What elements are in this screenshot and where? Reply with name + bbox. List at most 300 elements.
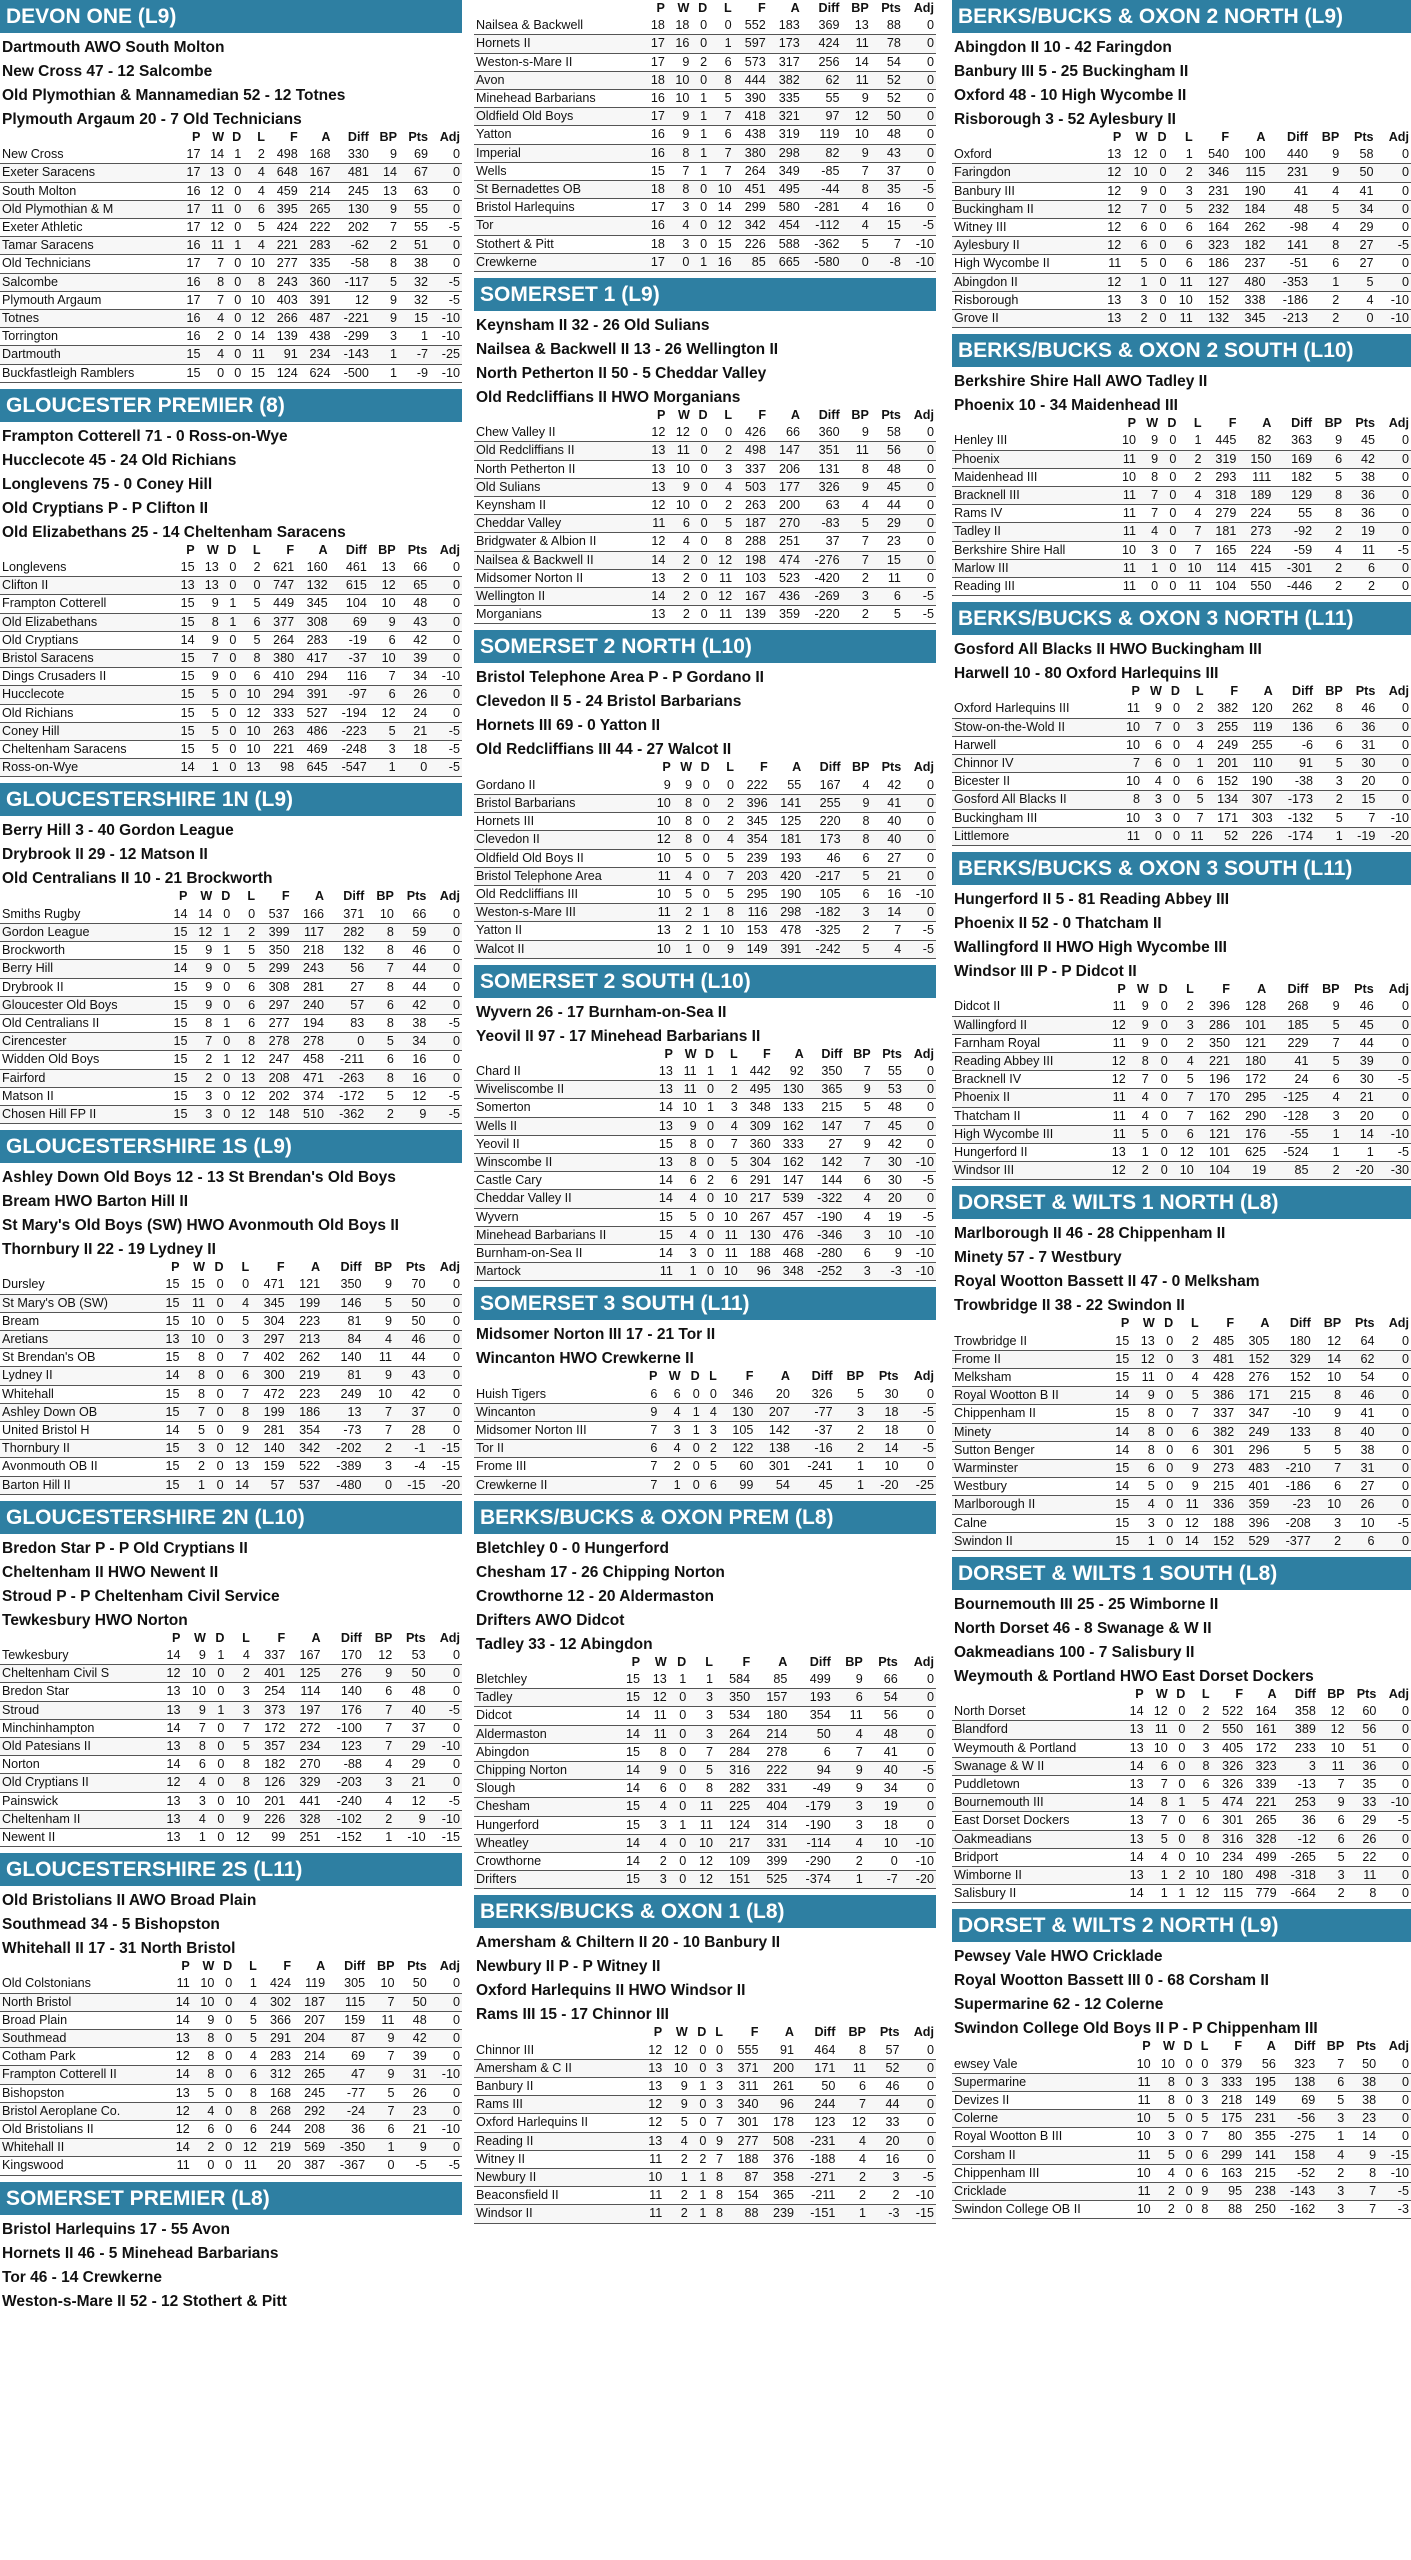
stat-l: 0 [232,906,257,924]
stat-bp: 9 [841,90,870,108]
stat-d: 0 [699,1081,716,1099]
stat-diff: 158 [1278,2146,1317,2164]
stat-bp: 0 [841,253,870,271]
stat-p: 17 [179,200,203,218]
stat-f: 152 [1195,291,1231,309]
fixture-result: Yeovil II 97 - 17 Minehead Barbarians II [476,1027,761,1045]
stat-diff: 231 [1267,164,1309,182]
header-d: D [1167,416,1177,431]
stat-l: 4 [702,1403,719,1421]
stat-f: 485 [1201,1333,1236,1351]
stat-p: 13 [1121,1867,1145,1885]
stat-diff: -100 [323,1719,364,1737]
stat-d: 1 [699,1063,716,1081]
stat-p: 13 [1102,1143,1128,1161]
stat-d: 0 [216,2066,234,2084]
stat-w: 7 [181,1403,207,1421]
table-row [0,650,462,668]
stat-pts: 69 [399,146,430,164]
stat-bp: 2 [837,2187,868,2205]
stat-pts: 56 [1347,1721,1379,1739]
header-d: D [1183,2039,1193,2054]
stat-a: 329 [287,1774,322,1792]
stat-a: 92 [773,1063,806,1081]
stat-d: 0 [226,200,243,218]
header-a: A [1260,1316,1270,1331]
stat-l: 6 [1195,2146,1211,2164]
header-l: L [1193,416,1202,431]
stat-adj: -10 [1377,809,1411,827]
stat-w: 2 [189,1051,214,1069]
stat-d: 1 [691,162,709,180]
stat-pts: 1 [1342,1143,1376,1161]
team-name: Avon [474,71,642,89]
fixture-result: Royal Wootton Bassett III 0 - 68 Corsham II [954,1972,1269,1990]
stat-f: 202 [257,1087,291,1105]
stat-p: 6 [641,1386,659,1404]
fixture-result: Bletchley 0 - 0 Hungerford [476,1539,669,1557]
stat-bp: 9 [369,613,398,631]
table-row [0,164,462,182]
stat-f: 116 [736,904,770,922]
stat-pts: 7 [871,922,903,940]
header-adj: Adj [1388,684,1409,699]
team-name: Hucclecote [0,686,173,704]
stat-a: 391 [300,291,333,309]
stat-diff: 115 [327,1993,367,2011]
stat-l: 3 [702,1421,719,1439]
team-name: Bracknell III [952,487,1113,505]
stat-bp: 7 [364,1701,394,1719]
stat-a: 474 [768,551,802,569]
stat-d: 0 [1157,1459,1176,1477]
stat-a: 510 [292,1105,326,1123]
stat-diff: 215 [806,1099,845,1117]
header-p: P [656,1,665,15]
stat-p: 16 [179,237,203,255]
header-l: L [1201,1686,1210,1701]
stat-l: 6 [232,1014,257,1032]
stat-w: 1 [1146,1885,1170,1903]
stat-pts: 15 [871,551,903,569]
stat-adj: -5 [900,1762,936,1780]
stat-adj: 0 [904,1117,936,1135]
stat-f: 239 [736,849,770,867]
stat-adj: -5 [903,181,936,199]
fixture-result: Risborough 3 - 52 Aylesbury II [954,111,1176,128]
stat-adj: 0 [900,1816,936,1834]
stat-p: 15 [173,741,197,759]
table-row [474,1853,936,1871]
stat-p: 15 [615,1798,642,1816]
stat-f: 747 [263,577,297,595]
stat-d: 1 [1170,1794,1188,1812]
header-team-cell [0,1630,157,1647]
table-row [952,1867,1411,1885]
stat-bp: 5 [1310,200,1341,218]
stat-adj: -15 [901,2205,936,2223]
stat-w: 7 [1146,1775,1170,1793]
stat-w: 3 [189,1087,214,1105]
table-row [952,1125,1411,1143]
stat-pts: 43 [398,613,430,631]
stat-l: 10 [716,1190,740,1208]
header-pts: Pts [879,2025,900,2040]
stat-l: 2 [710,497,734,515]
stat-bp: 6 [1313,1478,1343,1496]
league-title: BERKS/BUCKS & OXON PREM (L8) [474,1501,936,1534]
stat-p: 7 [641,1458,659,1476]
stat-diff: -231 [796,2132,837,2150]
stat-d: 1 [691,90,709,108]
stat-d: 1 [691,144,709,162]
stat-w: 1 [675,1263,699,1281]
stat-p: 15 [173,650,197,668]
header-p: P [649,1369,658,1384]
header-pts: Pts [1356,2039,1377,2054]
stat-adj: 0 [1378,1867,1411,1885]
stat-p: 13 [639,2059,665,2077]
stat-adj: 0 [429,2102,462,2120]
stat-a: 376 [760,2150,796,2168]
stat-diff: 249 [322,1385,363,1403]
header-diff: Diff [1286,130,1308,144]
stat-a: 345 [1231,310,1267,328]
stat-diff: -301 [1273,559,1314,577]
stat-p: 18 [642,71,667,89]
table-row [0,1312,462,1330]
stat-w: 6 [1142,755,1164,773]
stat-a: 537 [287,1476,322,1494]
stat-bp: 1 [835,1476,866,1494]
stat-adj: -10 [904,1244,936,1262]
stat-adj: 0 [1378,2056,1411,2074]
stat-a: 342 [287,1440,322,1458]
stat-w: 6 [675,1172,699,1190]
header-w: W [668,1369,681,1384]
table-row [952,827,1411,845]
team-name: ewsey Vale [952,2056,1128,2074]
stat-pts: -20 [1342,1162,1376,1180]
stat-a: 486 [296,722,330,740]
table-row [0,1476,462,1494]
fixture-result: Windsor III P - P Didcot II [954,963,1137,981]
table-row [474,108,936,126]
table-row [0,273,462,291]
stat-l: 7 [712,867,736,885]
header-adj: Adj [1388,1686,1409,1701]
stat-adj: 0 [429,686,462,704]
fixture-result: North Dorset 46 - 8 Swanage & W II [954,1619,1212,1637]
header-l: L [242,1630,250,1645]
stat-l: 6 [1175,1441,1200,1459]
stat-w: 4 [1142,773,1164,791]
stat-w: 0 [1142,827,1164,845]
stat-bp: 7 [364,1403,394,1421]
stat-w: 9 [1138,432,1160,450]
team-name: Fairford [0,1069,165,1087]
table-row [0,1719,462,1737]
stat-p: 16 [179,182,203,200]
stat-l: 4 [1175,1368,1200,1386]
stat-adj: -10 [903,885,936,903]
stat-a: 173 [768,35,802,53]
stat-diff: -56 [1278,2110,1317,2128]
stat-d: 0 [226,273,243,291]
stat-f: 297 [257,996,291,1014]
stat-l: 11 [688,1816,715,1834]
stat-a: 295 [1232,1089,1268,1107]
stat-p: 11 [649,904,673,922]
league-table [952,981,1411,1180]
stat-d: 1 [208,1701,227,1719]
stat-p: 14 [1121,1848,1145,1866]
stat-a: 665 [768,253,802,271]
stat-diff: -220 [802,606,842,624]
stat-l: 7 [1195,2128,1211,2146]
header-team-cell [474,0,642,17]
stat-d: 0 [699,1263,716,1281]
table-row [474,1440,936,1458]
stat-f: 154 [725,2187,761,2205]
team-name: Walcot II [474,940,649,958]
stat-f: 273 [1201,1459,1236,1477]
stat-d: 0 [1164,809,1182,827]
stat-w: 1 [673,940,694,958]
stat-diff: -242 [803,940,842,958]
stat-bp: 6 [844,1244,872,1262]
stat-l: 7 [1175,1405,1200,1423]
header-team-cell [952,2038,1128,2055]
stat-d: 0 [1149,182,1168,200]
stat-f: 201 [252,1792,287,1810]
stat-adj: 0 [904,1135,936,1153]
stat-f: 299 [734,199,768,217]
stat-a: 168 [300,146,333,164]
header-w: W [677,408,690,423]
table-row [952,2146,1411,2164]
stat-f: 181 [1204,523,1239,541]
stat-w: 10 [1123,164,1149,182]
stat-a: 270 [287,1756,322,1774]
stat-bp: 6 [1310,1071,1341,1089]
stat-f: 442 [740,1063,773,1081]
team-name: Chew Valley II [474,424,643,442]
table-row [952,182,1411,200]
stat-d: 0 [1170,1848,1188,1866]
stat-a: 171 [1236,1387,1271,1405]
stat-pts: 65 [398,577,430,595]
league-section-berks-bucks-oxon-3-north-l11 [952,602,1411,846]
header-p: P [181,1959,190,1974]
stat-bp: 5 [1317,2092,1346,2110]
stat-w: 9 [197,595,221,613]
stat-d: 0 [208,1756,227,1774]
stat-diff: -151 [796,2205,837,2223]
fixture-result: Keynsham II 32 - 26 Old Sulians [476,317,710,335]
fixture-result: Bournemouth III 25 - 25 Wimborne II [954,1595,1219,1613]
stat-w: 10 [182,1683,207,1701]
header-w: W [1163,2039,1175,2054]
team-name: Wallingford II [952,1016,1102,1034]
stat-p: 14 [167,2139,192,2157]
stat-pts: 62 [1343,1350,1376,1368]
fixture-result: Wyvern 26 - 17 Burnham-on-Sea II [476,1003,727,1021]
stat-l: 12 [234,2139,259,2157]
stat-diff: -125 [1268,1089,1310,1107]
stat-a: 164 [1245,1703,1279,1721]
stat-w: 11 [667,442,691,460]
team-name: Coney Hill [0,722,173,740]
header-w: W [1142,1316,1155,1331]
stat-adj: 0 [428,1756,462,1774]
stat-d: 0 [1151,1016,1170,1034]
stat-p: 13 [1121,1812,1145,1830]
stat-adj: -5 [430,219,462,237]
stat-f: 401 [252,1665,287,1683]
stat-bp: 5 [835,1386,866,1404]
header-l: L [1186,982,1194,997]
stat-a: 272 [287,1719,322,1737]
stat-p: 12 [167,2121,192,2139]
stat-w: 3 [667,199,692,217]
team-name: Slough [474,1780,615,1798]
stat-l: 5 [710,515,734,533]
stat-bp: 2 [1313,1532,1343,1550]
stat-a: 237 [1231,255,1267,273]
stat-adj: 0 [427,1421,462,1439]
header-p: P [1127,416,1136,431]
stat-d: 0 [669,1762,688,1780]
team-name: St Mary's OB (SW) [0,1294,156,1312]
table-row [474,849,936,867]
table-row [474,1762,936,1780]
stat-a: 779 [1245,1885,1279,1903]
stat-w: 13 [1131,1333,1156,1351]
header-team-cell [952,415,1113,432]
stat-diff: -263 [326,1069,366,1087]
stat-l: 4 [243,182,267,200]
stat-adj: 0 [429,595,462,613]
header-p: P [1135,1686,1144,1701]
stat-d: 1 [691,126,709,144]
table-row [952,998,1411,1016]
stat-pts: 34 [398,668,430,686]
stat-d: 0 [207,1276,226,1294]
stat-adj: 0 [903,904,936,922]
stat-a: 100 [1231,146,1267,164]
stat-adj: 0 [1377,1405,1411,1423]
league-section-berks-bucks-oxon-prem-l8 [474,1501,936,1890]
stat-w: 1 [182,1829,207,1847]
stat-p: 15 [1106,1368,1131,1386]
stat-l: 3 [710,460,734,478]
stat-diff: 152 [1271,1368,1312,1386]
stat-p: 11 [1097,255,1123,273]
stat-pts: 16 [868,2150,902,2168]
stat-diff: 27 [326,978,366,996]
fixture-result: Trowbridge II 38 - 22 Swindon II [954,1297,1185,1315]
stat-d: 0 [1157,1496,1176,1514]
team-name: Nailsea & Backwell [474,17,642,35]
stat-adj: 0 [1377,1387,1411,1405]
header-l: L [709,1369,717,1384]
stat-bp: 3 [1318,1867,1347,1885]
stat-adj: -10 [428,1737,462,1755]
stat-f: 148 [257,1105,291,1123]
stat-pts: 64 [1343,1333,1376,1351]
league-title: GLOUCESTER PREMIER (8) [0,389,462,422]
stat-a: 167 [287,1647,322,1665]
stat-a: 387 [293,2157,327,2175]
team-name: Matson II [0,1087,165,1105]
stat-adj: 0 [429,2139,462,2157]
header-l: L [249,1959,257,1974]
stat-a: 441 [287,1792,322,1810]
stat-adj: 0 [430,146,462,164]
stat-p: 14 [156,1421,182,1439]
stat-pts: 22 [1347,1848,1379,1866]
stat-f: 386 [1201,1387,1236,1405]
stat-w: 3 [675,1244,699,1262]
stat-diff: -223 [330,722,369,740]
stat-bp: 5 [1310,1016,1341,1034]
stat-f: 103 [734,569,768,587]
stat-p: 13 [651,1081,675,1099]
stat-w: 2 [189,1069,214,1087]
stat-d: 1 [683,1403,702,1421]
stat-p: 15 [156,1385,182,1403]
table-row [474,497,936,515]
stat-f: 221 [263,741,297,759]
stat-diff: 133 [1271,1423,1312,1441]
stat-pts: 3 [868,2169,902,2187]
stat-p: 14 [643,551,667,569]
stat-pts: 4 [871,940,903,958]
stat-bp: 2 [1318,1885,1347,1903]
stat-pts: 0 [865,1853,900,1871]
stat-l: 0 [238,577,262,595]
stat-l: 8 [238,650,262,668]
stat-w: 5 [181,1421,207,1439]
stat-d: 0 [221,668,239,686]
header-d: D [677,1654,687,1669]
fixture-result: Southmead 34 - 5 Bishopston [2,1916,220,1934]
stat-pts: 31 [396,2066,428,2084]
stat-diff: -213 [1267,310,1309,328]
stat-l: 8 [712,904,736,922]
team-name: Frome III [474,1458,641,1476]
stat-pts: 8 [1347,1885,1379,1903]
table-row [474,813,936,831]
stat-pts: 19 [873,1208,904,1226]
stat-d: 2 [699,1172,716,1190]
stat-l: 8 [709,71,734,89]
stat-adj: 0 [429,2048,462,2066]
stat-f: 597 [734,35,768,53]
stat-w: 1 [659,1476,682,1494]
fixture-result: Drybrook II 29 - 12 Matson II [2,846,208,864]
stat-f: 584 [715,1671,752,1689]
fixture-result: Clevedon II 5 - 24 Bristol Barbarians [476,693,742,711]
stat-p: 13 [639,2078,665,2096]
stat-bp: 9 [844,1135,872,1153]
stat-w: 10 [181,1330,207,1348]
stat-bp: 2 [1317,2164,1346,2182]
league-table [0,1958,462,2175]
stat-l: 3 [1182,718,1206,736]
header-a: A [790,408,801,423]
